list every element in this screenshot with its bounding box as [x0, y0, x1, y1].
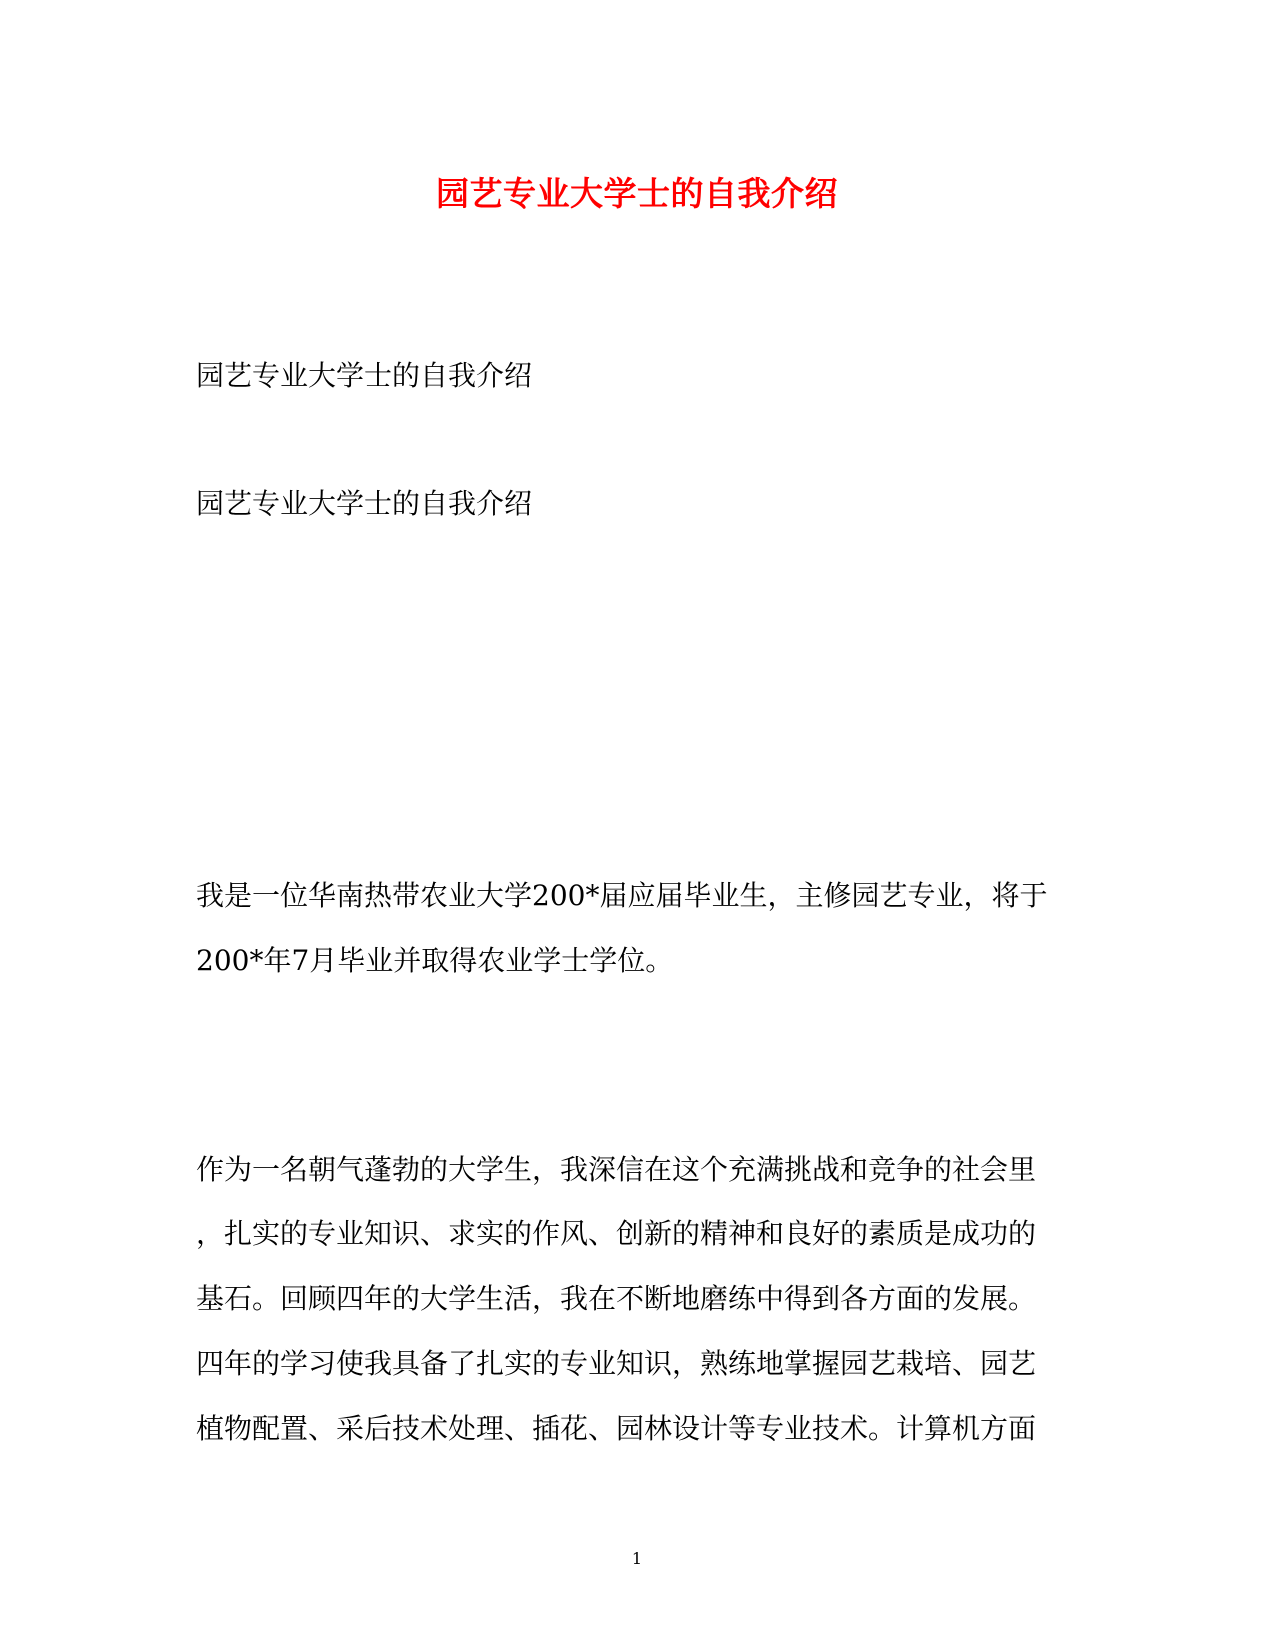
paragraph-line: 200*年7月毕业并取得农业学士学位。 [196, 944, 674, 977]
page-number: 1 [631, 1549, 643, 1568]
paragraph-line: 四年的学习使我具备了扎实的专业知识，熟练地掌握园艺栽培、园艺 [196, 1347, 1037, 1380]
paragraph-line: 我是一位华南热带农业大学200*届应届毕业生，主修园艺专业，将于 [196, 879, 1048, 912]
subheading-1: 园艺专业大学士的自我介绍 [196, 359, 533, 392]
document-title: 园艺专业大学士的自我介绍 [436, 174, 838, 213]
paragraph-line: 植物配置、采后技术处理、插花、园林设计等专业技术。计算机方面 [196, 1412, 1037, 1445]
paragraph-line: 作为一名朝气蓬勃的大学生，我深信在这个充满挑战和竞争的社会里 [196, 1153, 1037, 1186]
paragraph-line: 基石。回顾四年的大学生活，我在不断地磨练中得到各方面的发展。 [196, 1282, 1037, 1315]
paragraph-line: ，扎实的专业知识、求实的作风、创新的精神和良好的素质是成功的 [196, 1217, 1037, 1250]
subheading-2: 园艺专业大学士的自我介绍 [196, 487, 533, 520]
